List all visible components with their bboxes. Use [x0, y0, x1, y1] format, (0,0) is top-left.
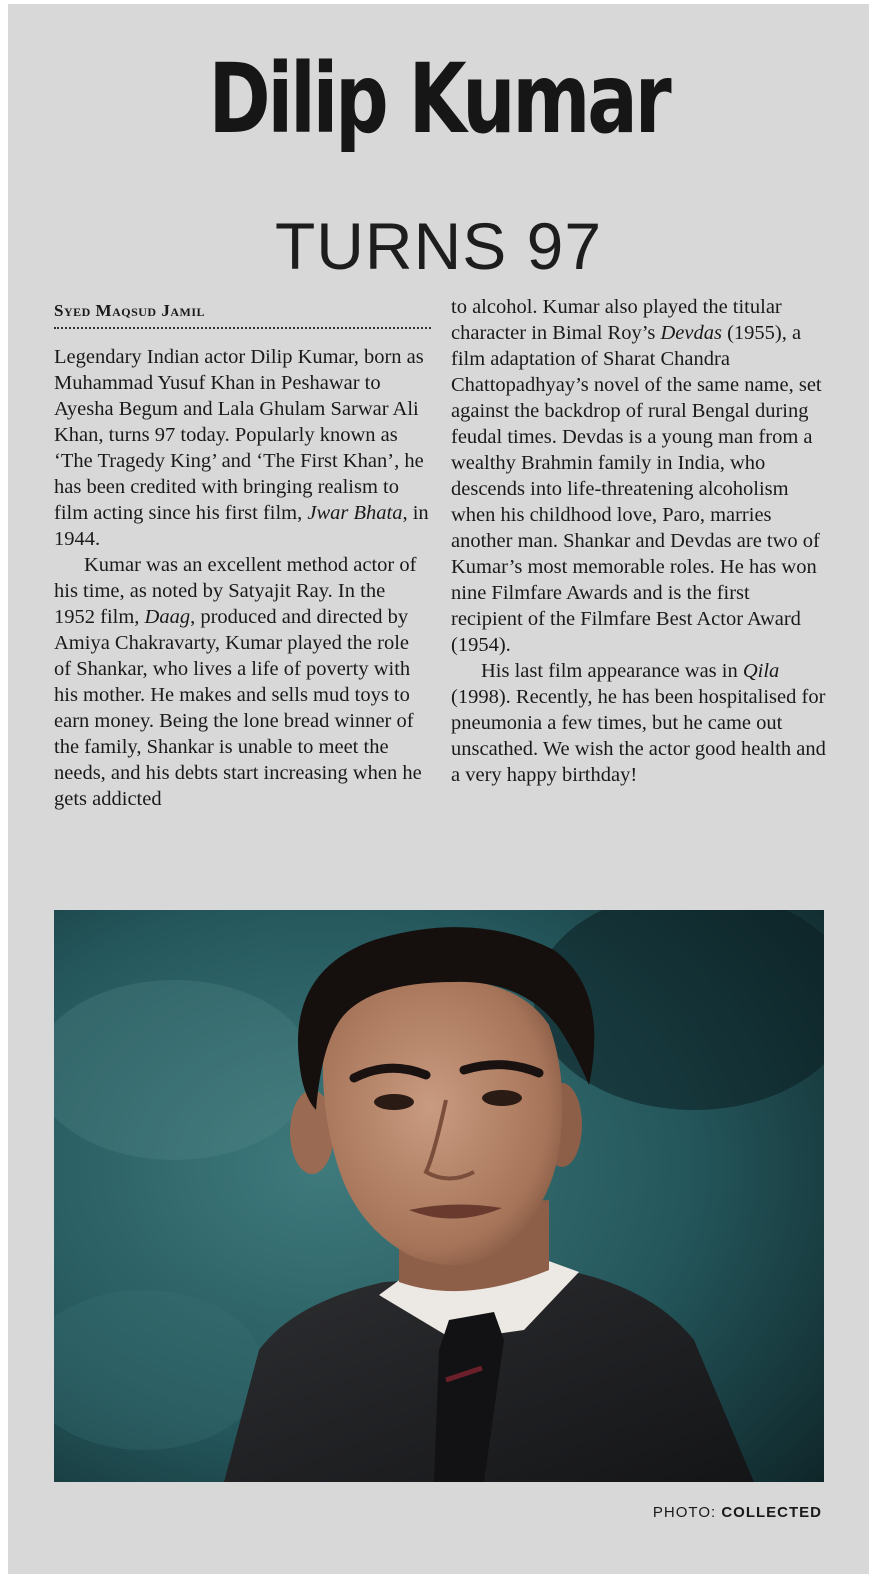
headline: Dilip Kumar	[208, 43, 669, 155]
photo-credit	[653, 1504, 822, 1521]
credit-label: PHOTO:	[652, 1504, 717, 1521]
eye	[374, 1094, 414, 1110]
paragraph: Legendary Indian actor Dilip Kumar, born as Muhammad Yusuf Khan in Peshawar to Ayesha Begum and Lala Ghulam Sarwar Ali Khan, turns 97 today. Popularly known as ‘The Tragedy King’ and ‘The First Khan’, he has been credited with bringing realism to film acting since his first film, Jwar Bhata, in 1944.	[54, 346, 429, 550]
film-title: Devdas	[660, 322, 722, 344]
paragraph: His last film appearance was in Qila (1998). Recently, he has been hospitalised for pneumonia a few times, but he came out unscathed. We wish the actor good health and a very happy birthday!	[451, 660, 826, 786]
portrait-illustration	[54, 910, 824, 1482]
paragraph: Kumar was an excellent method actor of his time, as noted by Satyajit Ray. In the 1952 film, Daag, produced and directed by Amiya Chakravarty, Kumar played the role of Shankar, who lives a life of poverty with his mother. He makes and sells mud toys to earn money. Being the lone bread winner of the family, Shankar is unable to meet the needs, and his debts start increasing when he gets addicted	[54, 554, 422, 810]
byline-divider	[54, 327, 431, 329]
paragraph: to alcohol. Kumar also played the titular character in Bimal Roy’s Devdas (1955), a film adaptation of Sharat Chandra Chattopadhyay’s novel of the same name, set against the backdrop of rural Bengal during feudal times. Devdas is a young man from a wealthy Brahmin family in India, who descends into life-threatening alcoholism when his childhood love, Paro, marries another man. Shankar and Devdas are two of Kumar’s most memorable roles. He has won nine Filmfare Awards and is the first recipient of the Filmfare Best Actor Award (1954).	[451, 296, 822, 656]
subheadline: TURNS 97	[274, 209, 603, 283]
film-title: Daag	[144, 606, 191, 628]
article-column-1	[54, 344, 429, 812]
article-column-2	[451, 294, 826, 788]
film-title: Qila	[742, 660, 780, 682]
portrait-photo	[54, 910, 824, 1482]
film-title: Jwar Bhata	[307, 502, 403, 524]
eye	[482, 1090, 522, 1106]
credit-value: COLLECTED	[721, 1504, 822, 1521]
newspaper-page	[8, 4, 869, 1574]
byline: Syed Maqsud Jamil	[54, 301, 206, 320]
